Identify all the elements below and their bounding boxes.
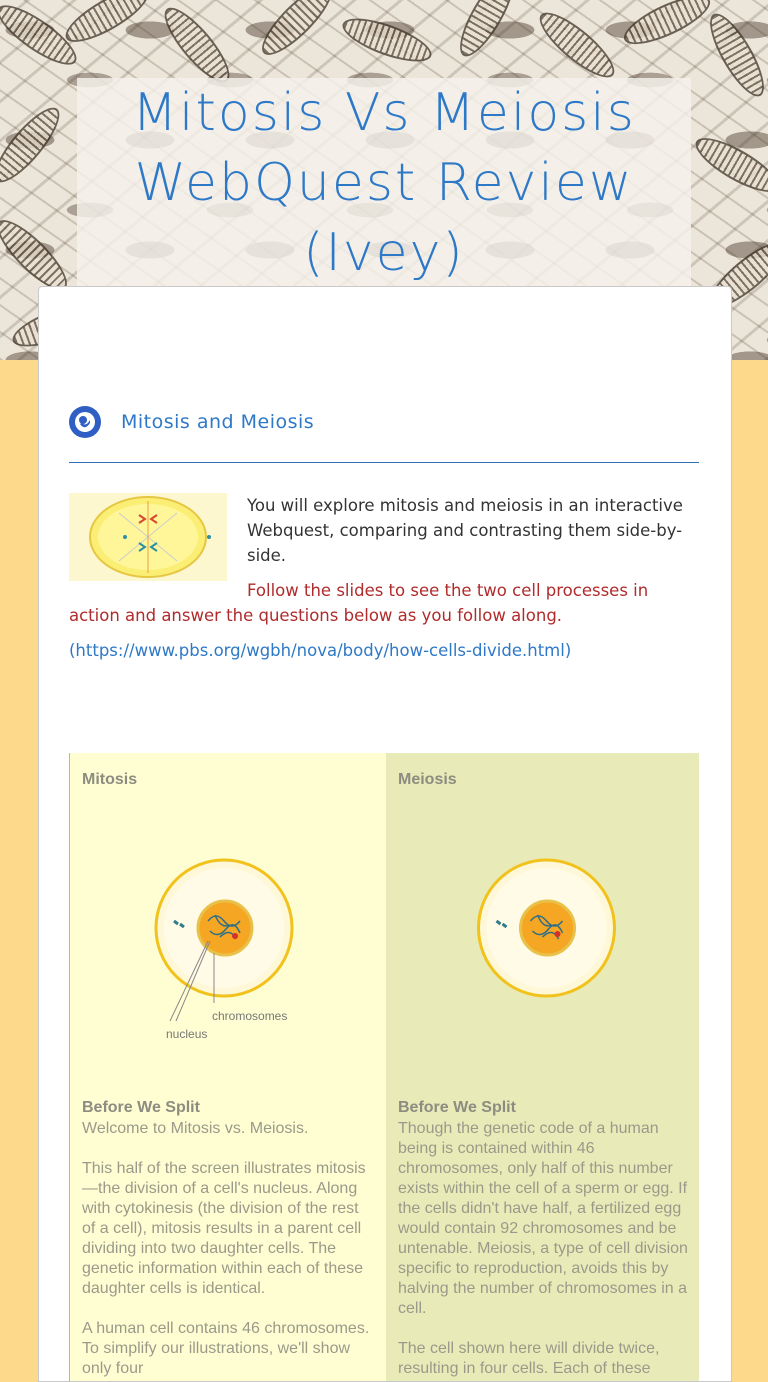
section-header — [69, 405, 314, 439]
meiosis-heading: Meiosis — [398, 771, 457, 788]
mitosis-text-3: A human cell contains 46 chromosomes. To simplify our illustrations, we'll show only four — [82, 1320, 370, 1377]
page-title: Mitosis Vs Meiosis WebQuest Review (Ivey) — [132, 83, 636, 283]
mitosis-cell-diagram — [70, 803, 386, 1093]
content-card — [38, 286, 732, 1382]
leaf-decoration — [451, 0, 524, 63]
cell-division-thumbnail — [69, 493, 227, 581]
pbs-logo-icon — [69, 406, 101, 438]
meiosis-text — [398, 1119, 690, 1381]
mitosis-text-2: This half of the screen illustrates mitosis—the division of a cell's nucleus. Along with cytokinesis (the division of the rest of a cell), mitosis results in a parent cell dividing into two daughter cells. The genetic information within each of these daughter cells is identical. — [82, 1160, 366, 1297]
resource-link[interactable]: (https://www.pbs.org/wgbh/nova/body/how-cells-divide.html) — [69, 641, 572, 660]
chromosomes-label: chromosomes — [212, 1009, 288, 1023]
mitosis-panel — [69, 753, 386, 1381]
intro-paragraph: You will explore mitosis and meiosis in an interactive Webquest, comparing and contrasting them side-by-side. — [247, 496, 683, 565]
meiosis-cell-diagram — [386, 803, 699, 1093]
mitosis-text-1: Welcome to Mitosis vs. Meiosis. — [82, 1120, 309, 1137]
mitosis-heading: Mitosis — [82, 771, 138, 788]
leaf-decoration — [253, 0, 341, 64]
leaf-decoration — [338, 10, 437, 70]
leaf-decoration — [618, 0, 716, 53]
leaf-decoration — [59, 0, 155, 51]
leaf-decoration — [0, 99, 69, 190]
mitosis-subheading: Before We Split — [82, 1099, 200, 1116]
meiosis-subheading: Before We Split — [398, 1099, 516, 1116]
leaf-decoration — [701, 7, 768, 103]
mitosis-text — [82, 1119, 374, 1381]
leaf-decoration — [531, 3, 622, 86]
meiosis-text-1: Though the genetic code of a human being is contained within 46 chromosomes, only half of this number exists within the cell of a sperm or egg. If the cells didn't have half, a fertilized egg would contain 92 chromosomes and be untenable. Meiosis, a type of cell division specific to reproduction, avoids this by halving the number of chromosomes in a cell. — [398, 1120, 688, 1317]
instructions-paragraph: Follow the slides to see the two cell processes in action and answer the questions below as you follow along. — [69, 581, 649, 625]
meiosis-text-2: The cell shown here will divide twice, resulting in four cells. Each of these — [398, 1340, 660, 1377]
leaf-decoration — [689, 129, 768, 202]
section-divider — [69, 462, 699, 463]
nucleus-label: nucleus — [166, 1027, 208, 1041]
section-title: Mitosis and Meiosis — [121, 411, 315, 433]
meiosis-panel — [386, 753, 699, 1381]
